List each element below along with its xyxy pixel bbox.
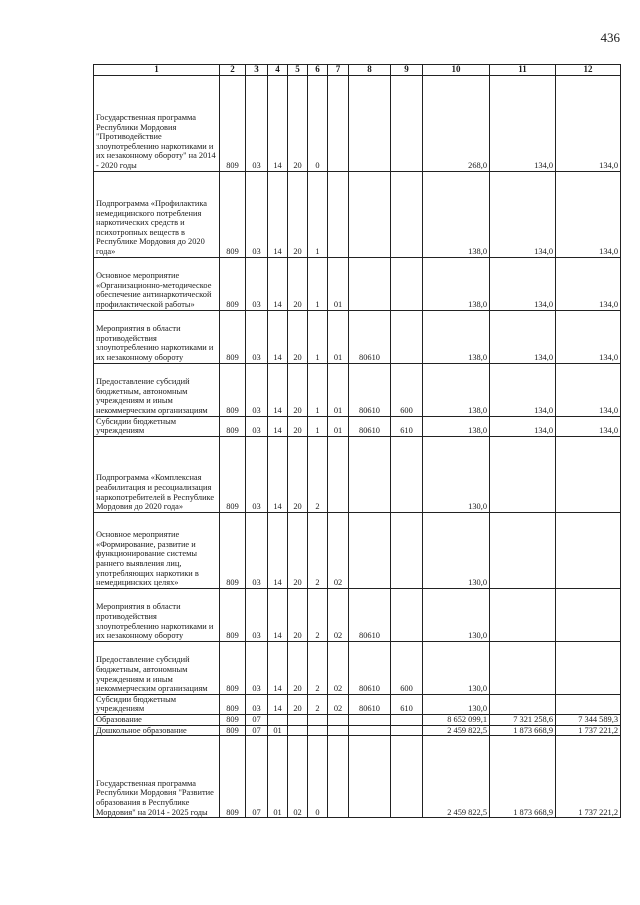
row-cell-col-2: 809: [220, 436, 246, 512]
row-cell-col-8: [349, 714, 391, 725]
row-cell-col-9: [391, 714, 423, 725]
row-cell-col-10: 138,0: [423, 310, 490, 363]
row-cell-col-5: [288, 714, 308, 725]
row-name-cell: Предоставление субсидий бюджетным, автономным учреждениям и иным некоммерческим организациям: [94, 641, 220, 694]
table-row: [94, 512, 621, 588]
row-cell-col-8: [349, 75, 391, 171]
row-cell-col-4: 14: [268, 257, 288, 310]
row-cell-col-2: 809: [220, 641, 246, 694]
row-cell-col-8: 80610: [349, 363, 391, 416]
row-cell-col-4: 14: [268, 694, 288, 714]
table-row: [94, 588, 621, 641]
row-cell-col-3: 03: [246, 171, 268, 257]
row-cell-col-11: [490, 436, 556, 512]
row-cell-col-7: [328, 714, 349, 725]
row-cell-col-2: 809: [220, 714, 246, 725]
row-cell-col-2: 809: [220, 171, 246, 257]
row-cell-col-3: 03: [246, 416, 268, 436]
row-cell-col-5: 20: [288, 310, 308, 363]
table-row: [94, 714, 621, 725]
row-cell-col-6: 2: [308, 436, 328, 512]
column-header-6: 6: [308, 65, 328, 76]
row-cell-col-7: [328, 736, 349, 818]
row-cell-col-10: 268,0: [423, 75, 490, 171]
table-row: [94, 641, 621, 694]
row-cell-col-6: 2: [308, 588, 328, 641]
row-cell-col-9: [391, 75, 423, 171]
row-cell-col-8: [349, 736, 391, 818]
row-cell-col-12: 7 344 589,3: [556, 714, 621, 725]
table-row: [94, 75, 621, 171]
row-cell-col-3: 03: [246, 363, 268, 416]
row-cell-col-4: 14: [268, 171, 288, 257]
row-cell-col-11: 7 321 258,6: [490, 714, 556, 725]
column-header-3: 3: [246, 65, 268, 76]
row-cell-col-8: 80610: [349, 694, 391, 714]
row-cell-col-12: [556, 588, 621, 641]
table-row: [94, 171, 621, 257]
row-cell-col-7: 01: [328, 310, 349, 363]
column-header-9: 9: [391, 65, 423, 76]
table-row: [94, 694, 621, 714]
row-cell-col-9: [391, 310, 423, 363]
row-cell-col-8: [349, 725, 391, 736]
row-cell-col-5: 20: [288, 171, 308, 257]
row-cell-col-7: 02: [328, 588, 349, 641]
row-cell-col-9: 610: [391, 416, 423, 436]
row-cell-col-8: 80610: [349, 641, 391, 694]
row-cell-col-6: 1: [308, 257, 328, 310]
row-name-cell: Образование: [94, 714, 220, 725]
row-cell-col-2: 809: [220, 694, 246, 714]
row-cell-col-6: 2: [308, 641, 328, 694]
budget-table: [93, 64, 621, 818]
row-cell-col-5: 02: [288, 736, 308, 818]
row-cell-col-11: 134,0: [490, 171, 556, 257]
column-header-1: 1: [94, 65, 220, 76]
row-cell-col-10: 130,0: [423, 588, 490, 641]
row-cell-col-9: [391, 588, 423, 641]
row-cell-col-10: 138,0: [423, 171, 490, 257]
column-header-7: 7: [328, 65, 349, 76]
row-cell-col-7: 01: [328, 257, 349, 310]
row-cell-col-6: 1: [308, 310, 328, 363]
row-cell-col-11: [490, 694, 556, 714]
row-cell-col-2: 809: [220, 75, 246, 171]
table-row: [94, 436, 621, 512]
row-cell-col-12: [556, 436, 621, 512]
row-cell-col-11: 134,0: [490, 363, 556, 416]
row-cell-col-10: 130,0: [423, 641, 490, 694]
row-cell-col-2: 809: [220, 588, 246, 641]
row-cell-col-6: 0: [308, 736, 328, 818]
row-cell-col-7: 01: [328, 363, 349, 416]
row-cell-col-5: 20: [288, 75, 308, 171]
row-cell-col-3: 07: [246, 725, 268, 736]
table-row: [94, 310, 621, 363]
row-name-cell: Подпрограмма «Профилактика немедицинского потребления наркотических средств и психотропных веществ в Республике Мордовия до 2020 года»: [94, 171, 220, 257]
row-cell-col-9: 600: [391, 641, 423, 694]
row-cell-col-9: [391, 725, 423, 736]
row-cell-col-12: 1 737 221,2: [556, 725, 621, 736]
row-cell-col-4: 14: [268, 363, 288, 416]
row-cell-col-10: 2 459 822,5: [423, 725, 490, 736]
row-cell-col-7: [328, 75, 349, 171]
row-cell-col-5: 20: [288, 641, 308, 694]
row-name-cell: Основное мероприятие «Организационно-методическое обеспечение антинаркотической профилактической работы»: [94, 257, 220, 310]
row-cell-col-12: 134,0: [556, 171, 621, 257]
row-cell-col-5: [288, 725, 308, 736]
row-cell-col-2: 809: [220, 363, 246, 416]
row-cell-col-12: 134,0: [556, 363, 621, 416]
row-cell-col-11: [490, 588, 556, 641]
row-cell-col-8: 80610: [349, 310, 391, 363]
row-name-cell: Субсидии бюджетным учреждениям: [94, 416, 220, 436]
row-cell-col-5: 20: [288, 512, 308, 588]
table-row: [94, 736, 621, 818]
column-header-11: 11: [490, 65, 556, 76]
row-cell-col-3: 03: [246, 694, 268, 714]
row-cell-col-4: 14: [268, 416, 288, 436]
table-row: [94, 725, 621, 736]
row-cell-col-12: 134,0: [556, 416, 621, 436]
column-header-5: 5: [288, 65, 308, 76]
row-cell-col-10: 130,0: [423, 694, 490, 714]
row-cell-col-2: 809: [220, 736, 246, 818]
row-cell-col-9: 610: [391, 694, 423, 714]
row-cell-col-12: 134,0: [556, 75, 621, 171]
row-cell-col-6: 1: [308, 363, 328, 416]
row-name-cell: Субсидии бюджетным учреждениям: [94, 694, 220, 714]
row-cell-col-9: [391, 171, 423, 257]
row-cell-col-12: 134,0: [556, 257, 621, 310]
row-cell-col-2: 809: [220, 416, 246, 436]
row-name-cell: Мероприятия в области противодействия злоупотреблению наркотиками и их незаконному обороту: [94, 588, 220, 641]
row-cell-col-10: 138,0: [423, 416, 490, 436]
row-cell-col-4: 14: [268, 588, 288, 641]
row-cell-col-6: 1: [308, 416, 328, 436]
row-cell-col-10: 8 652 099,1: [423, 714, 490, 725]
row-cell-col-8: 80610: [349, 416, 391, 436]
row-cell-col-11: [490, 512, 556, 588]
column-header-2: 2: [220, 65, 246, 76]
row-cell-col-4: 14: [268, 75, 288, 171]
row-cell-col-7: 02: [328, 512, 349, 588]
column-header-8: 8: [349, 65, 391, 76]
row-cell-col-4: 01: [268, 736, 288, 818]
row-cell-col-11: 134,0: [490, 416, 556, 436]
row-cell-col-10: 138,0: [423, 363, 490, 416]
row-cell-col-11: 1 873 668,9: [490, 725, 556, 736]
row-cell-col-9: [391, 436, 423, 512]
row-cell-col-6: 1: [308, 171, 328, 257]
row-cell-col-3: 03: [246, 257, 268, 310]
row-cell-col-3: 03: [246, 75, 268, 171]
row-cell-col-4: 01: [268, 725, 288, 736]
row-cell-col-4: 14: [268, 310, 288, 363]
row-cell-col-11: 1 873 668,9: [490, 736, 556, 818]
row-cell-col-5: 20: [288, 363, 308, 416]
row-cell-col-7: [328, 171, 349, 257]
row-cell-col-9: [391, 736, 423, 818]
row-cell-col-2: 809: [220, 725, 246, 736]
row-cell-col-7: 02: [328, 694, 349, 714]
row-cell-col-4: [268, 714, 288, 725]
row-cell-col-5: 20: [288, 694, 308, 714]
row-cell-col-11: 134,0: [490, 310, 556, 363]
row-name-cell: Государственная программа Республики Мордовия "Развитие образования в Республике Мордовия" на 2014 - 2025 годы: [94, 736, 220, 818]
row-name-cell: Основное мероприятие «Формирование, развитие и функционирование системы раннего выявления лиц, употребляющих наркотики в немедицинских целях»: [94, 512, 220, 588]
table-row: [94, 363, 621, 416]
row-cell-col-5: 20: [288, 416, 308, 436]
row-cell-col-11: [490, 641, 556, 694]
row-name-cell: Государственная программа Республики Мордовия "Противодействие злоупотреблению наркотиками и их незаконному обороту" на 2014 - 2020 годы: [94, 75, 220, 171]
row-cell-col-7: [328, 436, 349, 512]
page-number: 436: [600, 30, 620, 45]
row-cell-col-7: 02: [328, 641, 349, 694]
row-cell-col-12: [556, 694, 621, 714]
row-cell-col-3: 03: [246, 512, 268, 588]
row-name-cell: Дошкольное образование: [94, 725, 220, 736]
row-cell-col-10: 130,0: [423, 512, 490, 588]
table-body: [94, 75, 621, 818]
row-cell-col-6: 2: [308, 694, 328, 714]
table-header-row: [94, 65, 621, 76]
row-cell-col-7: [328, 725, 349, 736]
row-cell-col-12: 134,0: [556, 310, 621, 363]
row-cell-col-3: 07: [246, 714, 268, 725]
row-cell-col-3: 03: [246, 641, 268, 694]
row-cell-col-6: [308, 725, 328, 736]
row-cell-col-9: [391, 512, 423, 588]
row-cell-col-9: 600: [391, 363, 423, 416]
row-cell-col-2: 809: [220, 310, 246, 363]
row-cell-col-5: 20: [288, 257, 308, 310]
row-cell-col-8: [349, 257, 391, 310]
row-cell-col-6: 2: [308, 512, 328, 588]
table-row: [94, 257, 621, 310]
row-cell-col-5: 20: [288, 588, 308, 641]
row-cell-col-7: 01: [328, 416, 349, 436]
column-header-4: 4: [268, 65, 288, 76]
table-row: [94, 416, 621, 436]
row-cell-col-3: 07: [246, 736, 268, 818]
row-cell-col-8: 80610: [349, 588, 391, 641]
row-cell-col-2: 809: [220, 257, 246, 310]
row-cell-col-9: [391, 257, 423, 310]
column-header-12: 12: [556, 65, 621, 76]
row-cell-col-3: 03: [246, 588, 268, 641]
row-cell-col-12: 1 737 221,2: [556, 736, 621, 818]
row-cell-col-10: 2 459 822,5: [423, 736, 490, 818]
row-name-cell: Предоставление субсидий бюджетным, автономным учреждениям и иным некоммерческим организациям: [94, 363, 220, 416]
row-cell-col-8: [349, 512, 391, 588]
row-cell-col-11: 134,0: [490, 257, 556, 310]
row-cell-col-10: 138,0: [423, 257, 490, 310]
column-header-10: 10: [423, 65, 490, 76]
row-name-cell: Подпрограмма «Комплексная реабилитация и ресоциализация наркопотребителей в Республике Мордовия до 2020 года»: [94, 436, 220, 512]
row-name-cell: Мероприятия в области противодействия злоупотреблению наркотиками и их незаконному обороту: [94, 310, 220, 363]
row-cell-col-4: 14: [268, 436, 288, 512]
row-cell-col-6: 0: [308, 75, 328, 171]
row-cell-col-3: 03: [246, 310, 268, 363]
row-cell-col-8: [349, 436, 391, 512]
row-cell-col-5: 20: [288, 436, 308, 512]
row-cell-col-4: 14: [268, 641, 288, 694]
row-cell-col-12: [556, 641, 621, 694]
row-cell-col-10: 130,0: [423, 436, 490, 512]
row-cell-col-11: 134,0: [490, 75, 556, 171]
row-cell-col-12: [556, 512, 621, 588]
row-cell-col-6: [308, 714, 328, 725]
row-cell-col-8: [349, 171, 391, 257]
row-cell-col-4: 14: [268, 512, 288, 588]
row-cell-col-3: 03: [246, 436, 268, 512]
row-cell-col-2: 809: [220, 512, 246, 588]
